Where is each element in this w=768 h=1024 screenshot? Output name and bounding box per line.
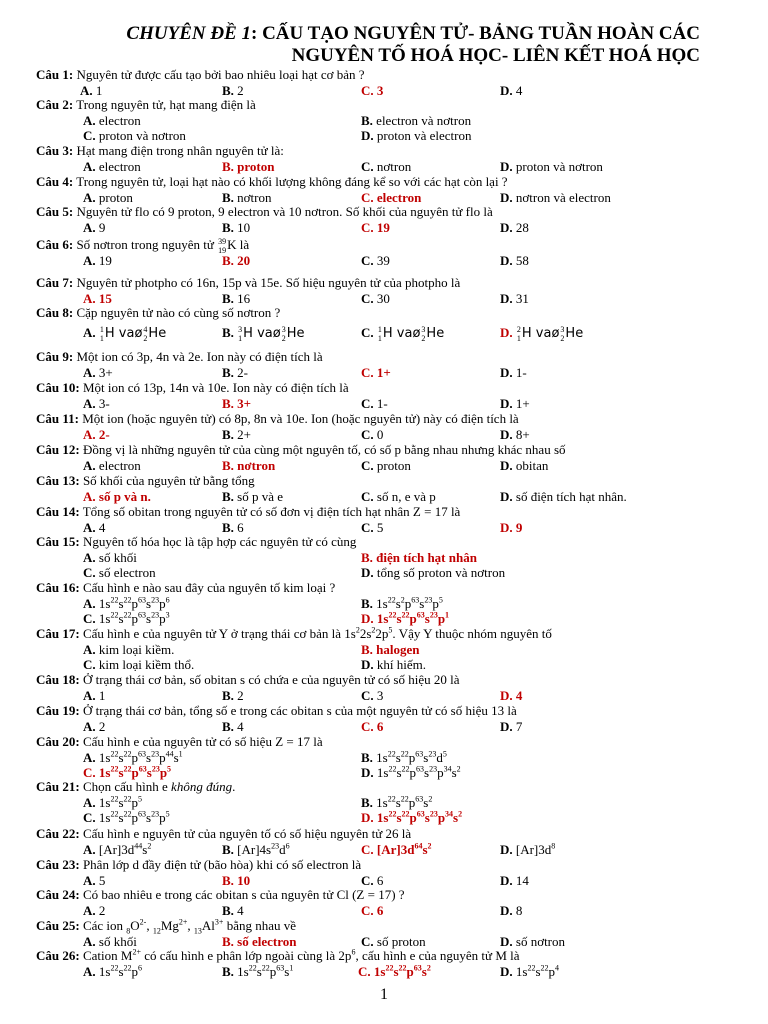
question-text: Nguyên tử được cấu tạo bởi bao nhiêu loại hạt cơ bản ?: [76, 67, 365, 82]
answer-option[interactable]: D. 8: [500, 903, 523, 918]
answer-option[interactable]: D. 31: [500, 291, 529, 306]
question-text: Hạt mang điện trong nhân nguyên tử là:: [76, 143, 284, 158]
answer-option[interactable]: D. 1+: [500, 396, 530, 411]
question-23-stem: [36, 857, 756, 872]
answer-option[interactable]: C. proton và nơtron: [83, 128, 186, 143]
answer-option[interactable]: C. $1s^{22}s^{22}p^{63}s^2$: [358, 963, 431, 979]
answer-option[interactable]: C. số proton: [361, 934, 426, 949]
answer-option[interactable]: D. khí hiếm.: [361, 657, 426, 672]
answer-option[interactable]: C. 19: [361, 220, 390, 235]
answer-option[interactable]: D. 2 1H vaø3 2He: [500, 325, 584, 344]
answer-option[interactable]: C. số n, e và p: [361, 489, 436, 504]
question-2-stem: [36, 97, 756, 112]
answer-option[interactable]: D. số nơtron: [500, 934, 566, 949]
answer-option[interactable]: B. $1s^{22}s^{22}p^{63}s^{23}d^5$: [361, 749, 447, 765]
answer-option[interactable]: B. 3 1H vaø3 2He: [222, 325, 305, 344]
answer-option[interactable]: B. 3+: [222, 396, 252, 411]
question-number: Câu 8:: [36, 305, 74, 320]
answer-option[interactable]: D. $1s^{22}s^{22}p^4$: [500, 963, 560, 979]
question-text: Cấu hình e của nguyên tử có số hiệu Z = 17 là: [82, 734, 323, 749]
answer-option[interactable]: A. 9: [83, 220, 106, 235]
answer-option[interactable]: A. $1s^{22}s^{22}p^6$: [83, 963, 143, 979]
answer-option[interactable]: C. 0: [361, 427, 384, 442]
isotope-notation: 39 19: [218, 237, 227, 256]
answer-option[interactable]: D. 14: [500, 873, 529, 888]
answer-option[interactable]: C. 6: [361, 873, 384, 888]
question-5-stem: [36, 204, 756, 219]
answer-option[interactable]: B. 2: [222, 83, 244, 98]
answer-option[interactable]: D. 9: [500, 520, 523, 535]
answer-option[interactable]: C. số electron: [83, 565, 156, 580]
question-12-stem: [36, 442, 756, 457]
question-number: Câu 4:: [36, 174, 74, 189]
answer-option[interactable]: B. $1s^{22}s^2p^{63}s^{23}p^5$: [361, 595, 443, 611]
answer-option[interactable]: D. proton và nơtron: [500, 159, 603, 174]
question-number: Câu 19:: [36, 703, 80, 718]
answer-option[interactable]: D. $1s^{22}s^{22}p^{63}s^{23}p^1$: [361, 610, 450, 626]
answer-option[interactable]: A. số khối: [83, 550, 137, 565]
question-number: Câu 24:: [36, 887, 80, 902]
question-text: Có bao nhiêu e trong các obitan s của nguyên tử Cl (Z = 17) ?: [82, 887, 405, 902]
question-number: Câu 5:: [36, 204, 74, 219]
answer-option[interactable]: B. nơtron: [222, 190, 272, 205]
question-14-stem: [36, 504, 756, 519]
question-text: Nguyên tử photpho có 16n, 15p và 15e. Số hiệu nguyên tử của photpho là: [76, 275, 461, 290]
question-4-stem: [36, 174, 756, 189]
answer-option[interactable]: C. 30: [361, 291, 390, 306]
answer-option[interactable]: A. electron: [83, 113, 141, 128]
answer-option[interactable]: C. $1s^{22}s^{22}p^{63}s^{23}p^5$: [83, 809, 170, 825]
question-text: Phân lớp d đầy điện tử (bão hòa) khi có số electron là: [82, 857, 362, 872]
answer-option[interactable]: A. 4: [83, 520, 106, 535]
question-6-stem: [36, 237, 756, 255]
question-number: Câu 11:: [36, 411, 79, 426]
answer-option[interactable]: A. kim loại kiềm.: [83, 642, 175, 657]
answer-option[interactable]: D. nơtron và electron: [500, 190, 611, 205]
title-line1: : CẤU TẠO NGUYÊN TỬ- BẢNG TUẦN HOÀN CÁC: [251, 23, 700, 44]
question-text: Một ion có 3p, 4n và 2e. Ion này có điện tích là: [76, 349, 323, 364]
question-19-stem: [36, 703, 756, 718]
answer-option[interactable]: B. 16: [222, 291, 251, 306]
document-title: [60, 23, 700, 45]
question-22-stem: [36, 826, 756, 841]
answer-option[interactable]: B. nơtron: [222, 458, 276, 473]
answer-option[interactable]: C. kim loại kiềm thổ.: [83, 657, 195, 672]
question-26-stem: [36, 948, 756, 963]
answer-option[interactable]: C. $[Ar]3d^{64}s^2$: [361, 841, 432, 857]
answer-option[interactable]: B. $[Ar]4s^{23}d^6$: [222, 841, 290, 857]
answer-option[interactable]: D. 28: [500, 220, 529, 235]
answer-option[interactable]: A. 19: [83, 253, 112, 268]
question-text: Trong nguyên tử, loại hạt nào có khối lượng không đáng kể so với các hạt còn lại ?: [76, 174, 508, 189]
question-text: Số khối của nguyên tử bằng tổng: [82, 473, 255, 488]
answer-option[interactable]: A. $1s^{22}s^{22}p^{63}s^{23}p^{44}s^1$: [83, 749, 183, 765]
question-number: Câu 15:: [36, 534, 80, 549]
answer-option[interactable]: A. 3-: [83, 396, 110, 411]
answer-option[interactable]: D. $[Ar]3d^8$: [500, 841, 556, 857]
answer-option[interactable]: A. $[Ar]3d^{44}s^2$: [83, 841, 152, 857]
question-text: Cặp nguyên tử nào có cùng số nơtron ?: [76, 305, 281, 320]
answer-option[interactable]: B. điện tích hạt nhân: [361, 550, 477, 565]
question-text: Cấu hình e nào sau đây của nguyên tố kim loại ?: [82, 580, 336, 595]
answer-option[interactable]: B. số electron: [222, 934, 297, 949]
page-number: 1: [380, 986, 388, 1003]
answer-option[interactable]: A. 5: [83, 873, 106, 888]
question-number: Câu 7:: [36, 275, 74, 290]
answer-option[interactable]: B. 10: [222, 873, 251, 888]
question-number: Câu 13:: [36, 473, 80, 488]
question-17-stem: [36, 626, 756, 641]
question-number: Câu 1:: [36, 67, 74, 82]
question-text: Trong nguyên tử, hạt mang điện là: [76, 97, 256, 112]
answer-option[interactable]: A. $1s^{22}s^{22}p^5$: [83, 794, 143, 810]
answer-option[interactable]: A. 3+: [83, 365, 113, 380]
question-text: Tổng số obitan trong nguyên tử có số đơn vị điện tích hạt nhân Z = 17 là: [82, 504, 461, 519]
answer-option[interactable]: D. 4: [500, 83, 523, 98]
answer-option[interactable]: C. 6: [361, 719, 384, 734]
question-number: Câu 18:: [36, 672, 80, 687]
question-number: Câu 10:: [36, 380, 80, 395]
answer-option[interactable]: B. electron và nơtron: [361, 113, 472, 128]
question-number: Câu 14:: [36, 504, 80, 519]
question-text: Chọn cấu hình e: [82, 779, 168, 794]
answer-option[interactable]: A. 1: [83, 688, 106, 703]
answer-option[interactable]: B. 2-: [222, 365, 249, 380]
question-7-stem: [36, 275, 756, 290]
question-number: Câu 12:: [36, 442, 80, 457]
answer-option[interactable]: A. 2: [83, 719, 106, 734]
answer-option[interactable]: D. số điện tích hạt nhân.: [500, 489, 627, 504]
answer-option[interactable]: A. 1: [80, 83, 103, 98]
answer-option[interactable]: D. tổng số proton và nơtron: [361, 565, 506, 580]
question-text: Cation $M^{2+}$ có cấu hình e phân lớp ngoài cùng là $2p^6$, cấu hình e của nguyên tử M là: [82, 947, 520, 963]
title-prefix: CHUYÊN ĐỀ 1: [126, 23, 251, 44]
answer-option[interactable]: D. $1s^{22}s^{22}p^{63}s^{23}p^{34}s^2$: [361, 764, 461, 780]
question-text: Số nơtron trong nguyên tử: [76, 237, 214, 252]
question-8-stem: [36, 305, 756, 320]
answer-option[interactable]: C. electron: [361, 190, 422, 205]
title-line2: NGUYÊN TỐ HOÁ HỌC- LIÊN KẾT HOÁ HỌC: [291, 45, 700, 66]
question-number: Câu 6:: [36, 237, 74, 252]
answer-option[interactable]: C. 1 1H vaø3 2He: [361, 325, 445, 344]
question-3-stem: [36, 143, 756, 158]
answer-option[interactable]: B. 20: [222, 253, 251, 268]
answer-option[interactable]: A. proton: [83, 190, 133, 205]
answer-option[interactable]: A. electron: [83, 458, 141, 473]
answer-option[interactable]: C. proton: [361, 458, 411, 473]
answer-option[interactable]: B. $1s^{22}s^{22}p^{63}s^1$: [222, 963, 294, 979]
answer-option[interactable]: C. nơtron: [361, 159, 412, 174]
answer-option[interactable]: D. 58: [500, 253, 529, 268]
question-text: Cấu hình e của nguyên tử Y ở trạng thái cơ bản là $1s^22s^22p^5$. Vậy Y thuộc nhóm nguyên tố: [82, 625, 552, 641]
answer-option[interactable]: B. 10: [222, 220, 251, 235]
answer-option[interactable]: D. $1s^{22}s^{22}p^{63}s^{23}p^{34}s^2$: [361, 809, 463, 825]
question-1-stem: [36, 67, 756, 82]
question-25-stem: [36, 917, 756, 936]
question-number: Câu 17:: [36, 626, 80, 641]
question-text: Cấu hình e nguyên tử của nguyên tố có số hiệu nguyên tử 26 là: [82, 826, 412, 841]
answer-option[interactable]: A. số p và n.: [83, 489, 151, 504]
answer-option[interactable]: B. $1s^{22}s^{22}p^{63}s^2$: [361, 794, 433, 810]
question-16-stem: [36, 580, 756, 595]
answer-option[interactable]: D. 1-: [500, 365, 527, 380]
answer-option[interactable]: D. 7: [500, 719, 523, 734]
question-15-stem: [36, 534, 756, 549]
question-text: Nguyên tố hóa học là tập hợp các nguyên tử có cùng: [82, 534, 357, 549]
question-number: Câu 20:: [36, 734, 80, 749]
question-10-stem: [36, 380, 756, 395]
question-number: Câu 21:: [36, 779, 80, 794]
question-text: Ở trạng thái cơ bản, số obitan s có chứa e của nguyên tử có số hiệu 20 là: [82, 672, 460, 687]
answer-option[interactable]: D. proton và electron: [361, 128, 472, 143]
answer-option[interactable]: D. 8+: [500, 427, 530, 442]
answer-option[interactable]: B. proton: [222, 159, 275, 174]
question-text: Đồng vị là những nguyên tử của cùng một nguyên tố, có số p bằng nhau nhưng khác nhau số: [82, 442, 566, 457]
answer-option[interactable]: A. 1 1H vaø4 2He: [83, 325, 167, 344]
answer-option[interactable]: C. 1+: [361, 365, 391, 380]
answer-option[interactable]: B. 4: [222, 719, 244, 734]
question-number: Câu 2:: [36, 97, 74, 112]
answer-option[interactable]: B. halogen: [361, 642, 420, 657]
question-number: Câu 23:: [36, 857, 80, 872]
answer-option[interactable]: C. $1s^{22}s^{22}p^{63}s^{23}p^5$: [83, 764, 172, 780]
question-11-stem: [36, 411, 756, 426]
question-text-cont: K là: [227, 237, 250, 252]
question-21-stem: Câu 21: Chọn cấu hình e không đúng.: [36, 779, 236, 794]
answer-option[interactable]: C. 6: [361, 903, 384, 918]
answer-option[interactable]: A. 15: [83, 291, 112, 306]
answer-option[interactable]: B. 4: [222, 903, 244, 918]
question-text: Ở trạng thái cơ bản, tổng số e trong các obitan s của một nguyên tử có số hiệu 13 là: [82, 703, 517, 718]
answer-option[interactable]: D. obitan: [500, 458, 549, 473]
question-text: Các ion $_8O^{2-}$, $_{12}Mg^{2+}$, $_{13}Al^{3+}$ bằng nhau về: [82, 917, 296, 936]
question-number: Câu 25:: [36, 918, 80, 933]
answer-option[interactable]: C. 39: [361, 253, 390, 268]
question-text: Một ion có 13p, 14n và 10e. Ion này có điện tích là: [82, 380, 349, 395]
question-24-stem: [36, 887, 756, 902]
question-number: Câu 22:: [36, 826, 80, 841]
answer-option[interactable]: A. 2-: [83, 427, 110, 442]
question-text-emphasis: không đúng: [171, 779, 233, 794]
question-number: Câu 9:: [36, 349, 74, 364]
answer-option[interactable]: B. 6: [222, 520, 244, 535]
question-20-stem: [36, 734, 756, 749]
answer-option[interactable]: A. 2: [83, 903, 106, 918]
answer-option[interactable]: B. 2+: [222, 427, 252, 442]
question-number: Câu 3:: [36, 143, 74, 158]
answer-option[interactable]: A. số khối: [83, 934, 137, 949]
answer-option[interactable]: C. 3: [361, 688, 384, 703]
answer-option[interactable]: B. số p và e: [222, 489, 284, 504]
answer-option[interactable]: D. 4: [500, 688, 523, 703]
answer-option[interactable]: B. 2: [222, 688, 244, 703]
question-text: Một ion (hoặc nguyên tử) có 8p, 8n và 10e. Ion (hoặc nguyên tử) này có điện tích là: [82, 411, 519, 426]
question-18-stem: [36, 672, 756, 687]
answer-option[interactable]: C. 5: [361, 520, 384, 535]
answer-option[interactable]: C. $1s^{22}s^{22}p^{63}s^{23}p^3$: [83, 610, 170, 626]
question-9-stem: [36, 349, 756, 364]
answer-option[interactable]: C. 3: [361, 83, 384, 98]
answer-option[interactable]: A. electron: [83, 159, 141, 174]
question-number: Câu 26:: [36, 948, 80, 963]
answer-option[interactable]: A. $1s^{22}s^{22}p^{63}s^{23}p^6$: [83, 595, 170, 611]
question-text: Nguyên tử flo có 9 proton, 9 electron và 10 nơtron. Số khối của nguyên tử flo là: [76, 204, 493, 219]
question-13-stem: [36, 473, 756, 488]
answer-option[interactable]: C. 1-: [361, 396, 388, 411]
document-title-line2: [60, 45, 700, 67]
question-number: Câu 16:: [36, 580, 80, 595]
